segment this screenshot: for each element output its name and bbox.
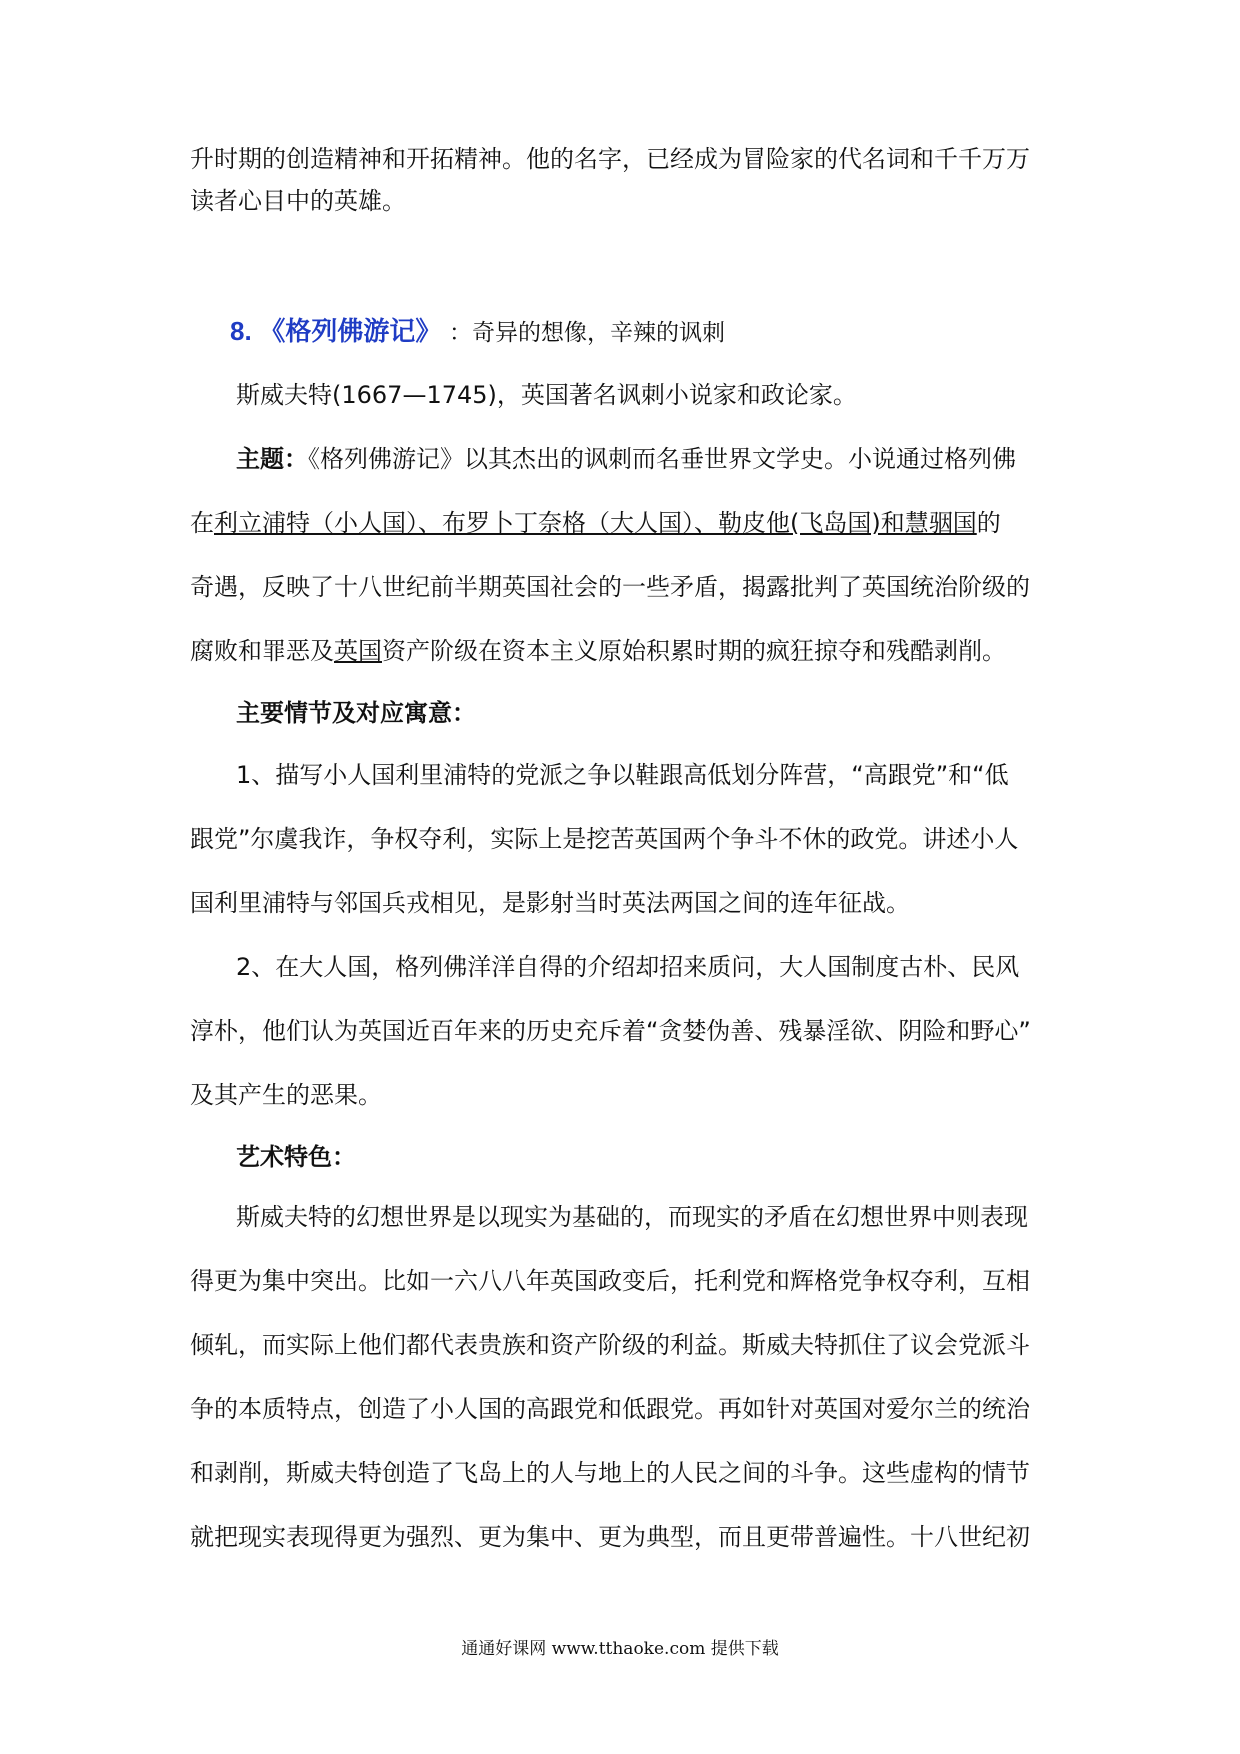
plot2-line-2: 淳朴，他们认为英国近百年来的历史充斥着“贪婪伪善、残暴淫欲、阴险和野心” — [190, 1017, 1031, 1045]
theme-line-3: 奇遇，反映了十八世纪前半期英国社会的一些矛盾，揭露批判了英国统治阶级的 — [190, 573, 1030, 601]
plot1-line-3: 国利里浦特与邻国兵戎相见，是影射当时英法两国之间的连年征战。 — [190, 889, 910, 917]
theme-places-underlined: 利立浦特（小人国）、布罗卜丁奈格（大人国）、勒皮他(飞岛国)和慧骃国 — [214, 509, 977, 537]
art-line-1: 斯威夫特的幻想世界是以现实为基础的，而现实的矛盾在幻想世界中则表现 — [236, 1203, 1028, 1231]
theme-text-4b: 资产阶级在资本主义原始积累时期的疯狂掠夺和残酷剥削。 — [382, 637, 1006, 665]
art-line-4: 争的本质特点，创造了小人国的高跟党和低跟党。再如针对英国对爱尔兰的统治 — [190, 1395, 1030, 1423]
plot2-line-3: 及其产生的恶果。 — [190, 1081, 382, 1109]
theme-england-underlined: 英国 — [334, 637, 382, 665]
theme-text-1: 《格列佛游记》以其杰出的讽刺而名垂世界文学史。小说通过格列佛 — [308, 445, 1016, 473]
page-footer: 通通好课网 www.tthaoke.com 提供下载 — [461, 1639, 779, 1659]
theme-label: 主题： — [236, 445, 308, 473]
art-line-2: 得更为集中突出。比如一六八八年英国政变后，托利党和辉格党争权夺利，互相 — [190, 1267, 1030, 1295]
theme-line-4 — [190, 634, 1060, 668]
section-heading — [230, 314, 725, 350]
art-line-5: 和剥削，斯威夫特创造了飞岛上的人与地上的人民之间的斗争。这些虚构的情节 — [190, 1459, 1030, 1487]
plot1-line-2: 跟党”尔虞我诈，争权夺利，实际上是挖苦英国两个争斗不休的政党。讲述小人 — [190, 825, 1019, 853]
plot-heading: 主要情节及对应寓意： — [236, 699, 476, 727]
section-title: 《格列佛游记》 — [259, 317, 442, 347]
theme-text-4a: 腐败和罪恶及 — [190, 637, 334, 665]
intro-line-2: 读者心目中的英雄。 — [190, 187, 406, 215]
plot1-line-1: 1、描写小人国利里浦特的党派之争以鞋跟高低划分阵营，“高跟党”和“低 — [236, 761, 1009, 789]
art-heading: 艺术特色： — [236, 1143, 356, 1171]
plot2-line-1: 2、在大人国，格列佛洋洋自得的介绍却招来质问，大人国制度古朴、民风 — [236, 953, 1020, 981]
art-line-3: 倾轧，而实际上他们都代表贵族和资产阶级的利益。斯威夫特抓住了议会党派斗 — [190, 1331, 1030, 1359]
section-subtitle: ：奇异的想像，辛辣的讽刺 — [448, 320, 725, 346]
theme-line-2 — [190, 506, 1060, 540]
intro-line-1: 升时期的创造精神和开拓精神。他的名字，已经成为冒险家的代名词和千千万万 — [190, 145, 1030, 173]
author-line: 斯威夫特(1667—1745)，英国著名讽刺小说家和政论家。 — [236, 381, 857, 409]
theme-line-1 — [236, 442, 1106, 476]
theme-text-2a: 在 — [190, 509, 214, 537]
art-line-6: 就把现实表现得更为强烈、更为集中、更为典型，而且更带普遍性。十八世纪初 — [190, 1523, 1030, 1551]
theme-text-2b: 的 — [976, 509, 1001, 537]
section-number: 8. — [230, 316, 252, 346]
